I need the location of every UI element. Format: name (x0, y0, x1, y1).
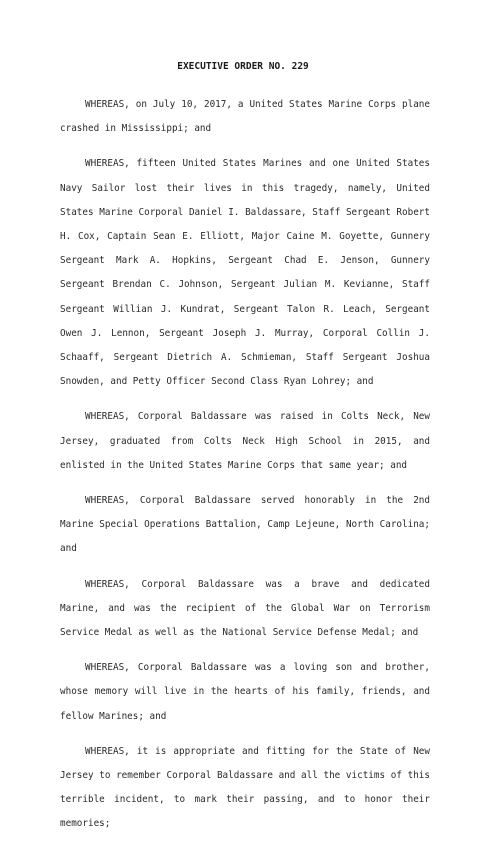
whereas-paragraph-2: WHEREAS, fifteen United States Marines and one United States Navy Sailor lost their lives in this tragedy, namely, United States Marine Corporal Daniel I. Baldassare, Staff Sergeant Robert H. Cox, Captain Sean E. Elliott, Major Caine M. Goyette, Gunnery Sergeant Mark A. Hopkins, Sergeant Chad E. Jenson, Gunnery Sergeant Brendan C. Johnson, Sergeant Julian M. Kevianne, Staff Sergeant Willian J. Kundrat, Sergeant Talon R. Leach, Sergeant Owen J. Lennon, Sergeant Joseph J. Murray, Corporal Collin J. Schaaff, Sergeant Dietrich A. Schmieman, Staff Sergeant Joshua Snowden, and Petty Officer Second Class Ryan Lohrey; and (60, 158, 430, 388)
document-body (60, 93, 430, 848)
whereas-paragraph-7: WHEREAS, it is appropriate and fitting for the State of New Jersey to remember Corporal Baldassare and all the victims of this terrible incident, to mark their passing, and to honor their memories; (60, 745, 430, 830)
whereas-paragraph-3: WHEREAS, Corporal Baldassare was raised in Colts Neck, New Jersey, graduated from Colts Neck High School in 2015, and enlisted in the United States Marine Corps that same year; and (60, 411, 430, 471)
whereas-paragraph-4: WHEREAS, Corporal Baldassare served honorably in the 2nd Marine Special Operations Battalion, Camp Lejeune, North Carolina; and (60, 495, 430, 555)
whereas-paragraph-6: WHEREAS, Corporal Baldassare was a loving son and brother, whose memory will live in the hearts of his family, friends, and fellow Marines; and (60, 662, 430, 722)
whereas-paragraph-1: WHEREAS, on July 10, 2017, a United States Marine Corps plane crashed in Mississippi; and (60, 99, 430, 135)
whereas-paragraph-5: WHEREAS, Corporal Baldassare was a brave and dedicated Marine, and was the recipient of the Global War on Terrorism Service Medal as well as the National Service Defense Medal; and (60, 578, 430, 639)
document-title: EXECUTIVE ORDER NO. 229 (177, 61, 309, 72)
